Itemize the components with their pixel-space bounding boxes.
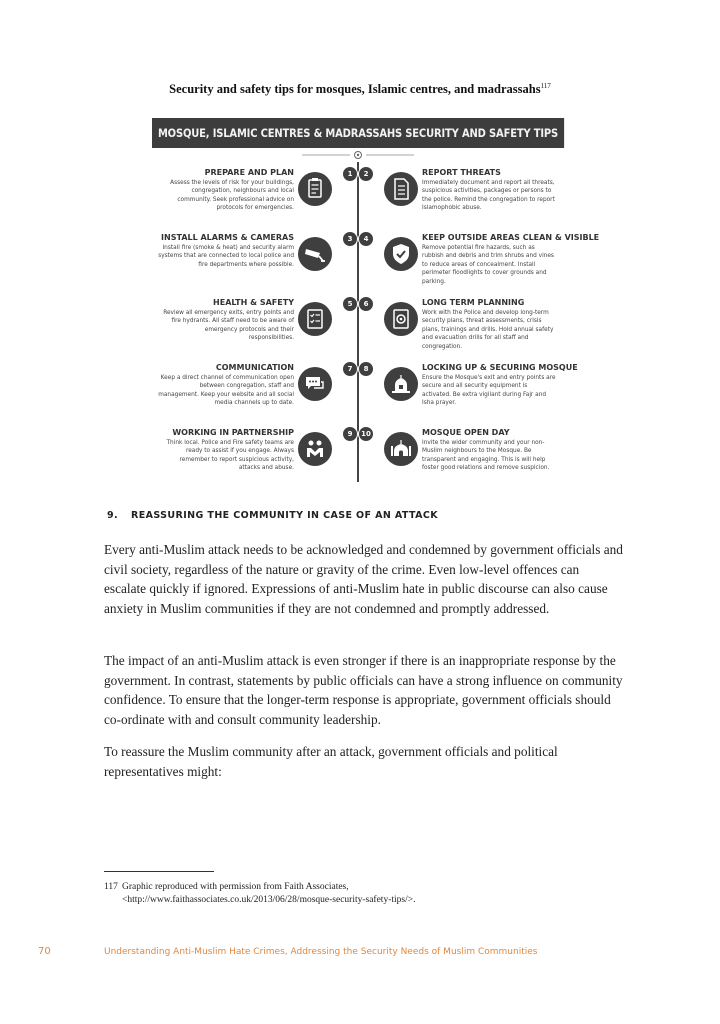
body-paragraph-2: The impact of an anti-Muslim attack is even stronger if there is an inappropriate response by the government. In contrast, statements by public officials can have a strong influence on community confidence. To ensure that the longer-term response is appropriate, government officials should co-ordinate with and consult community leadership. bbox=[104, 653, 623, 727]
tip-title: LOCKING UP & SECURING MOSQUE bbox=[422, 363, 578, 372]
infographic-banner: MOSQUE, ISLAMIC CENTRES & MADRASSAHS SECURITY AND SAFETY TIPS bbox=[152, 118, 564, 148]
tip-title: REPORT THREATS bbox=[422, 168, 501, 177]
tip-text: Assess the levels of risk for your buildings, congregation, neighbours and local community. Seek professional advice on protocols for emergencies. bbox=[170, 180, 294, 212]
security-tips-infographic bbox=[152, 118, 600, 488]
caption-footnote-ref: 117 bbox=[540, 82, 551, 90]
footnote-divider bbox=[104, 871, 214, 872]
footnote-link[interactable]: <http://www.faithassociates.co.uk/2013/06/28/mosque-security-safety-tips/>. bbox=[122, 895, 416, 905]
footnote-text-line1: Graphic reproduced with permission from Faith Associates, bbox=[122, 882, 349, 892]
tip-text: Install fire (smoke & heat) and security alarm systems that are connected to local police and fire departments where possible. bbox=[158, 245, 294, 268]
body-paragraph-3: To reassure the Muslim community after an attack, government officials and political representatives might: bbox=[104, 744, 558, 779]
tip-title: INSTALL ALARMS & CAMERAS bbox=[161, 233, 294, 242]
tip-text: Work with the Police and develop long-term security plans, threat assessments, crisis plans, trainings and drills. Hold annual safety and evacuation drills for all staff and congregation. bbox=[422, 310, 554, 350]
tip-number: 7 bbox=[342, 361, 358, 377]
tip-number: 3 bbox=[342, 231, 358, 247]
tip-number: 8 bbox=[358, 361, 374, 377]
speech-bubble-icon bbox=[298, 367, 332, 401]
partnership-icon bbox=[298, 432, 332, 466]
tip-number: 9 bbox=[342, 426, 358, 442]
tip-title: COMMUNICATION bbox=[215, 363, 294, 372]
tip-text: Review all emergency exits, entry points and fire hydrants. All staff need to be aware of emergency protocols and their responsibilities. bbox=[163, 310, 294, 342]
tip-number: 2 bbox=[358, 166, 374, 182]
tip-title: KEEP OUTSIDE AREAS CLEAN & VISIBLE bbox=[422, 233, 600, 242]
tip-title: MOSQUE OPEN DAY bbox=[422, 428, 510, 437]
mosque-lock-icon bbox=[384, 367, 418, 401]
page-footer bbox=[38, 946, 537, 957]
tip-text: Remove potential fire hazards, such as rubbish and debris and trim shrubs and vines to reduce areas of concealment. Install perimeter floodlights to cover grounds and parking. bbox=[422, 245, 554, 285]
section-heading bbox=[107, 510, 438, 521]
footnote bbox=[104, 881, 624, 907]
banner-ornament bbox=[152, 148, 564, 162]
tip-text: Invite the wider community and your non-Muslim neighbours to the Mosque. Be transparent and engaging. This is will help foster good relations and remove suspicion. bbox=[422, 440, 550, 472]
tip-text: Immediately document and report all threats, suspicious activities, packages or persons to the police. Remind the congregation to report Islamophobic abuse. bbox=[422, 180, 555, 212]
tip-number: 6 bbox=[358, 296, 374, 312]
footnote-number: 117 bbox=[104, 882, 118, 892]
cctv-camera-icon bbox=[298, 237, 332, 271]
clipboard-icon bbox=[298, 172, 332, 206]
shield-check-icon bbox=[384, 237, 418, 271]
section-title: REASSURING THE COMMUNITY IN CASE OF AN ATTACK bbox=[131, 510, 439, 521]
tip-number: 4 bbox=[358, 231, 374, 247]
tip-text: Ensure the Mosque's exit and entry points are secure and all security equipment is activated. Be extra vigilant during Fajr and Isha prayer. bbox=[422, 375, 556, 407]
gear-document-icon bbox=[384, 302, 418, 336]
tip-number: 5 bbox=[342, 296, 358, 312]
tip-number: 10 bbox=[358, 426, 374, 442]
figure-caption bbox=[0, 82, 720, 97]
caption-text: Security and safety tips for mosques, Islamic centres, and madrassahs bbox=[169, 82, 541, 97]
tip-title: PREPARE AND PLAN bbox=[204, 168, 294, 177]
tip-number: 1 bbox=[342, 166, 358, 182]
mosque-dome-icon bbox=[384, 432, 418, 466]
tip-title: HEALTH & SAFETY bbox=[213, 298, 294, 307]
document-icon bbox=[384, 172, 418, 206]
running-title: Understanding Anti-Muslim Hate Crimes, Addressing the Security Needs of Muslim Communities bbox=[104, 947, 538, 957]
tip-title: WORKING IN PARTNERSHIP bbox=[172, 428, 294, 437]
body-paragraph-1: Every anti-Muslim attack needs to be acknowledged and condemned by government officials and civil society, regardless of the nature or gravity of the crime. Even low-level offences can escalate quickly if ignored. Expressions of anti-Muslim hate in public discourse can also cause anxiety in Muslim communities if they are not condemned and promptly addressed. bbox=[104, 542, 623, 616]
tip-text: Think local. Police and Fire safety teams are ready to assist if you engage. Always remember to report suspicious activity, attacks and abuse. bbox=[166, 440, 294, 472]
tip-title: LONG TERM PLANNING bbox=[422, 298, 525, 307]
checklist-icon bbox=[298, 302, 332, 336]
tip-text: Keep a direct channel of communication open between congregation, staff and management. Keep your website and all social media channels up to date. bbox=[158, 375, 294, 407]
page-number: 70 bbox=[38, 946, 51, 957]
section-number: 9. bbox=[107, 510, 119, 521]
